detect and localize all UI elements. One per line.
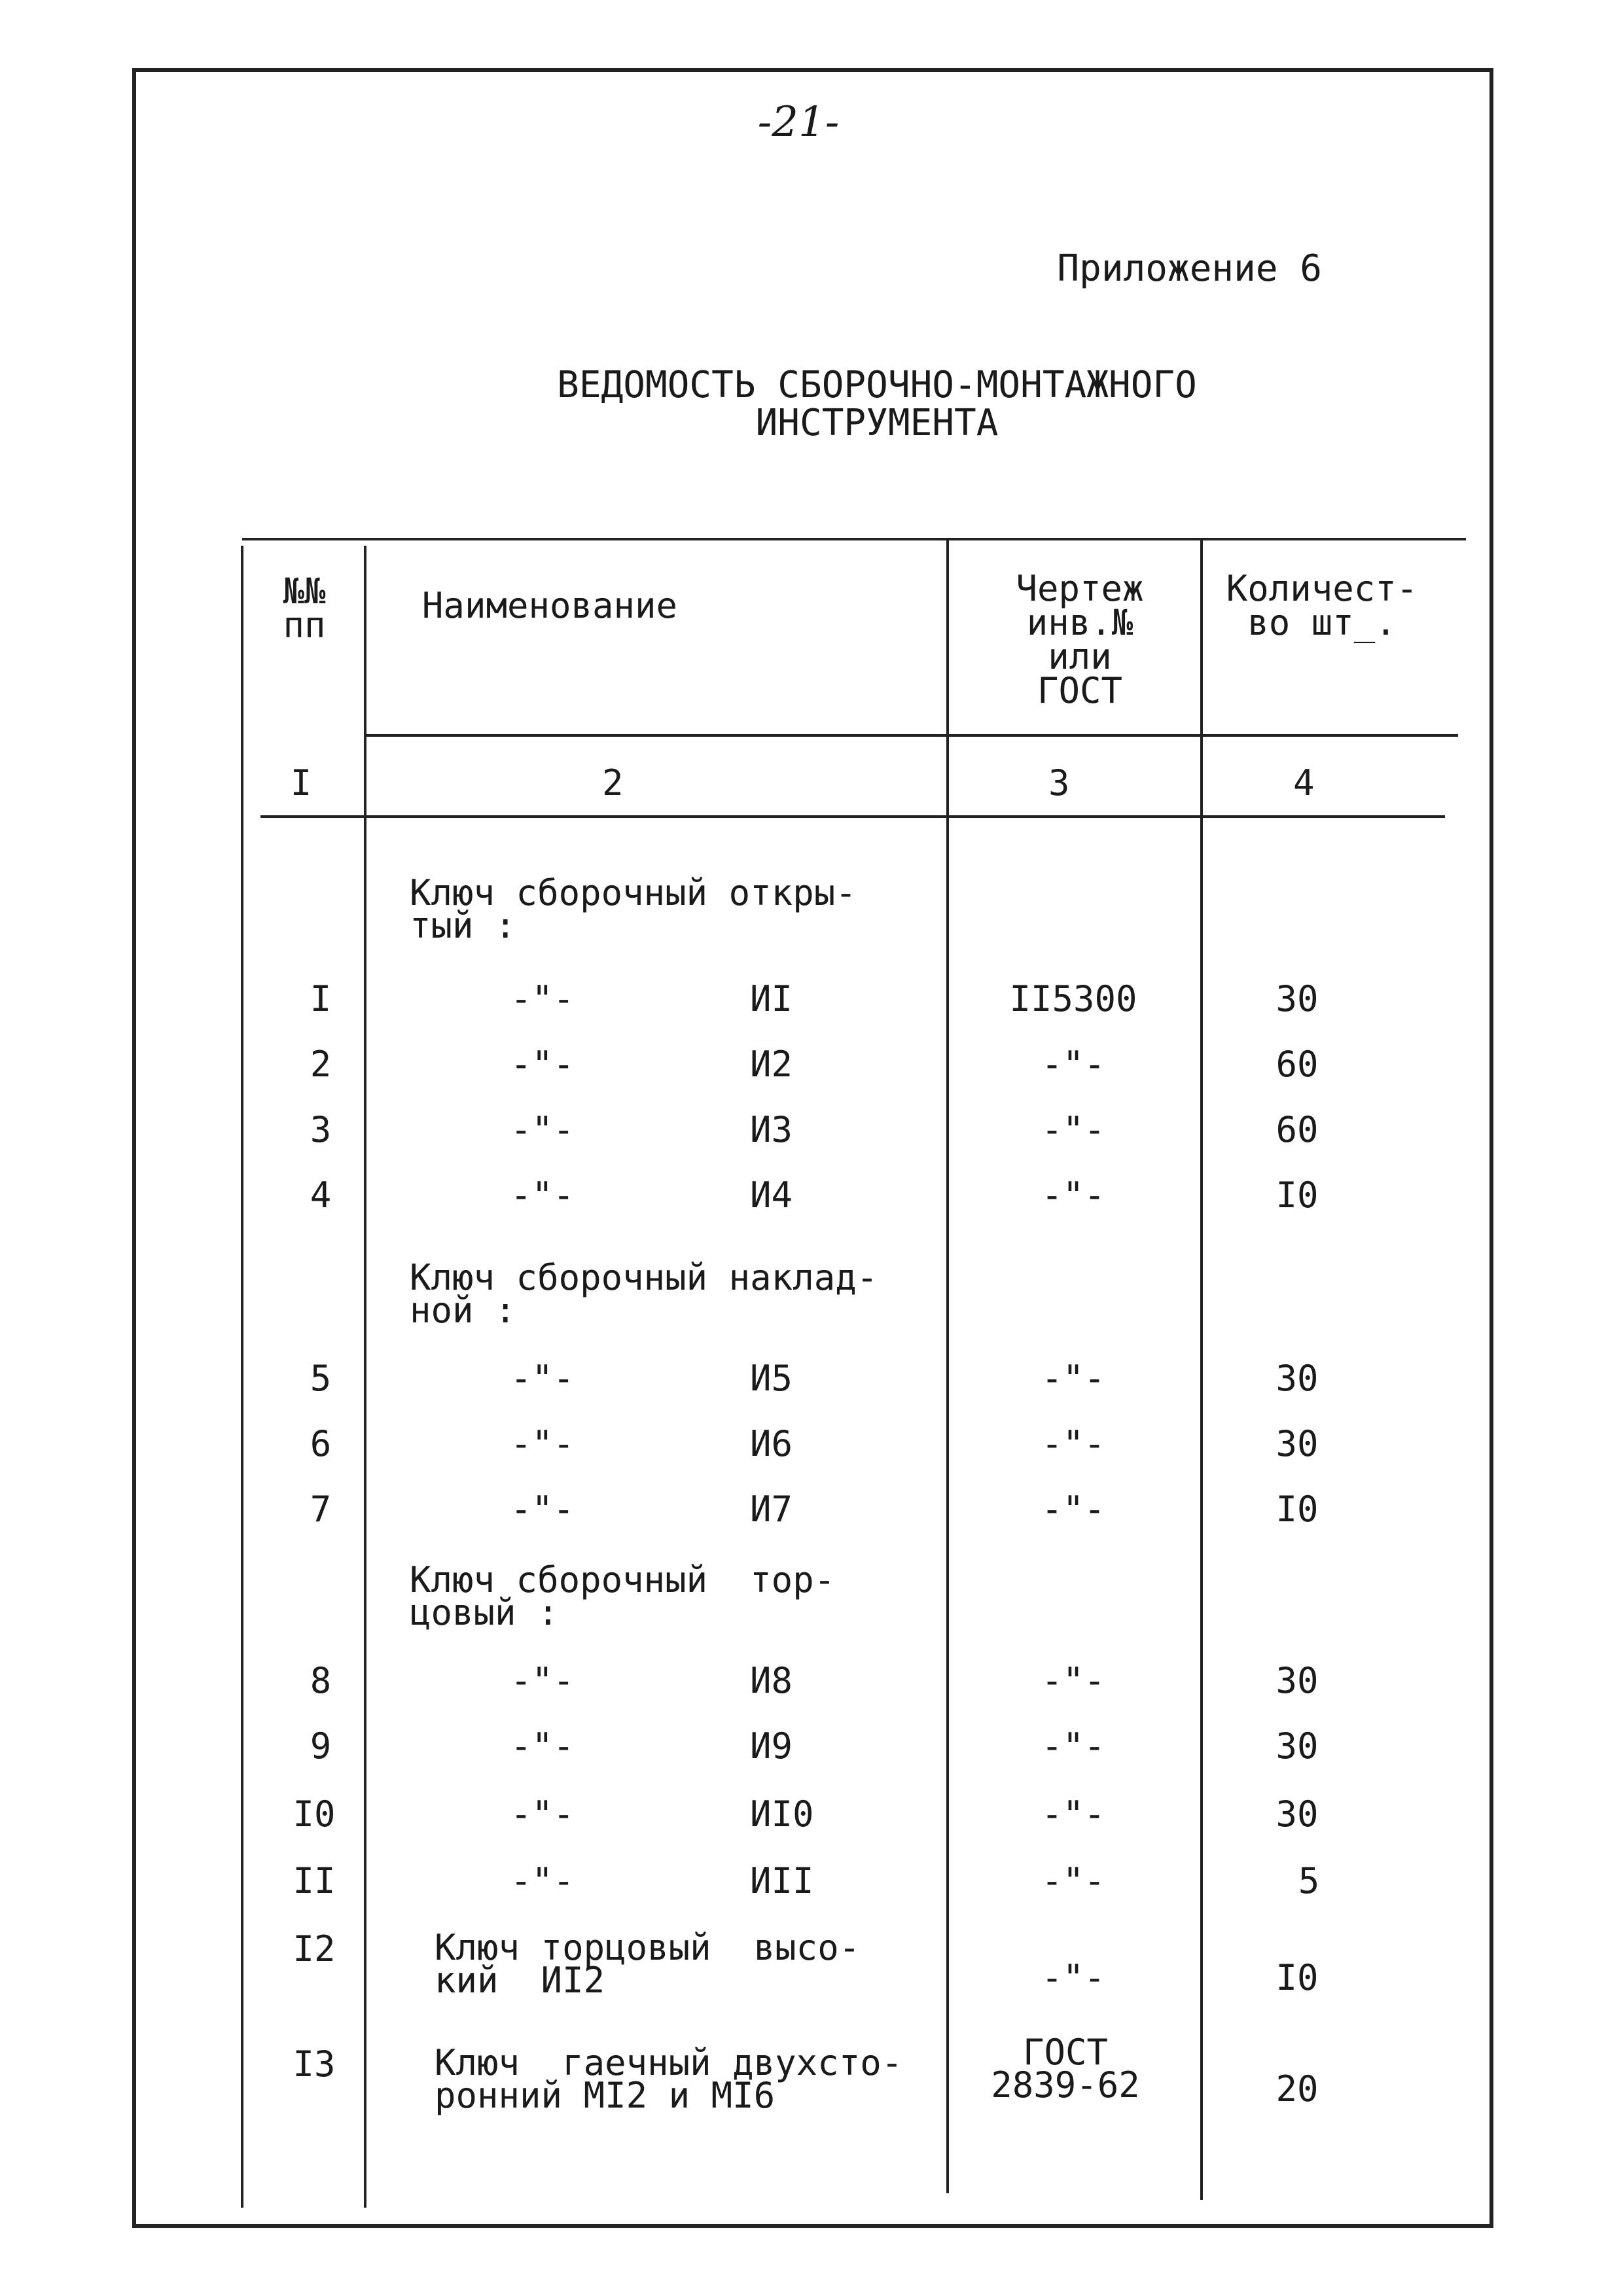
row-number: 6: [310, 1423, 332, 1464]
row-quantity: 30: [1275, 1423, 1319, 1464]
row-name: -"-: [510, 1358, 575, 1399]
row-quantity: 20: [1275, 2068, 1319, 2110]
row-quantity: 60: [1275, 1109, 1319, 1150]
row-drawing: -"-: [1041, 1793, 1105, 1835]
row-quantity: 30: [1275, 1660, 1319, 1701]
table-top-rule: [242, 538, 1466, 540]
row-name: -"-: [510, 1860, 575, 1901]
row-quantity: 30: [1275, 1358, 1319, 1399]
column-number-2: 2: [602, 762, 624, 804]
column-number-rule: [260, 815, 1445, 818]
column-number-3: 3: [1048, 762, 1070, 804]
header-drawing: Чертеж инв.№ или ГОСТ: [1016, 568, 1144, 711]
row-code: И7: [750, 1489, 793, 1530]
row-name: Ключ торцовый высо- кий ИI2: [435, 1927, 861, 2001]
row-name: -"-: [510, 1489, 575, 1530]
column-divider-3: [1200, 538, 1203, 2200]
row-name: -"-: [510, 1793, 575, 1835]
row-drawing: -"-: [1041, 1660, 1105, 1701]
row-number: I3: [293, 2043, 336, 2085]
group-heading: Ключ сборочный наклад- ной :: [410, 1257, 878, 1331]
row-number: 8: [310, 1660, 332, 1701]
row-drawing: -"-: [1041, 1174, 1105, 1216]
row-name: -"-: [510, 1423, 575, 1464]
row-drawing: -"-: [1041, 1044, 1105, 1085]
column-number-1: I: [290, 762, 312, 804]
row-quantity: 30: [1275, 1793, 1319, 1835]
column-divider-2: [946, 538, 949, 2193]
row-number: 3: [310, 1109, 332, 1150]
row-drawing: -"-: [1041, 1489, 1105, 1530]
header-num: №№ пп: [283, 571, 326, 646]
appendix-label: Приложение 6: [1057, 247, 1322, 290]
row-quantity: 30: [1275, 1725, 1319, 1767]
row-name: -"-: [510, 1044, 575, 1085]
row-drawing: -"-: [1041, 1358, 1105, 1399]
title-line-2: ИНСТРУМЕНТА: [755, 402, 999, 444]
row-quantity: I0: [1275, 1957, 1319, 1998]
row-number: 9: [310, 1725, 332, 1767]
row-name: -"-: [510, 1660, 575, 1701]
title-line-1: ВЕДОМОСТЬ СБОРОЧНО-МОНТАЖНОГО: [557, 364, 1197, 406]
row-number: 4: [310, 1174, 332, 1216]
row-quantity: 30: [1275, 978, 1319, 1019]
row-code: И3: [750, 1109, 793, 1150]
row-drawing: -"-: [1041, 1860, 1105, 1901]
row-number: I2: [293, 1928, 336, 1969]
row-code: И9: [750, 1725, 793, 1767]
row-number: 7: [310, 1489, 332, 1530]
column-number-4: 4: [1293, 762, 1315, 804]
row-code: ИII: [750, 1860, 814, 1901]
group-heading: Ключ сборочный тор- цовый :: [410, 1559, 836, 1633]
row-name: -"-: [510, 1174, 575, 1216]
row-quantity: I0: [1275, 1174, 1319, 1216]
header-bottom-rule: [366, 734, 1458, 737]
row-drawing: -"-: [1041, 1957, 1105, 1998]
row-quantity: 60: [1275, 1044, 1319, 1085]
row-drawing: II5300: [1009, 978, 1137, 1019]
document-title: [366, 366, 1387, 442]
row-code: И5: [750, 1358, 793, 1399]
row-code: И8: [750, 1660, 793, 1701]
row-drawing: -"-: [1041, 1725, 1105, 1767]
row-number: I0: [293, 1793, 336, 1835]
row-name: -"-: [510, 978, 575, 1019]
row-code: ИI0: [750, 1793, 814, 1835]
row-code: И6: [750, 1423, 793, 1464]
row-number: II: [293, 1860, 336, 1901]
row-code: И4: [750, 1174, 793, 1216]
row-name: -"-: [510, 1725, 575, 1767]
header-quantity: Количест- во шт_.: [1226, 568, 1418, 643]
row-quantity: 5: [1298, 1860, 1320, 1901]
row-code: И2: [750, 1044, 793, 1085]
row-code: ИI: [750, 978, 793, 1019]
table-left-border: [241, 546, 243, 2208]
group-heading: Ключ сборочный откры- тый :: [410, 872, 857, 946]
row-drawing: -"-: [1041, 1109, 1105, 1150]
header-name: Наименование: [421, 585, 678, 626]
row-name: -"-: [510, 1109, 575, 1150]
row-name: Ключ гаечный двухсто- ронний МI2 и МI6: [435, 2042, 903, 2116]
page-number: -21-: [757, 98, 840, 147]
row-number: 5: [310, 1358, 332, 1399]
row-number: I: [310, 978, 332, 1019]
row-drawing: ГОСТ 2839-62: [991, 2032, 1140, 2106]
row-drawing: -"-: [1041, 1423, 1105, 1464]
row-quantity: I0: [1275, 1489, 1319, 1530]
row-number: 2: [310, 1044, 332, 1085]
